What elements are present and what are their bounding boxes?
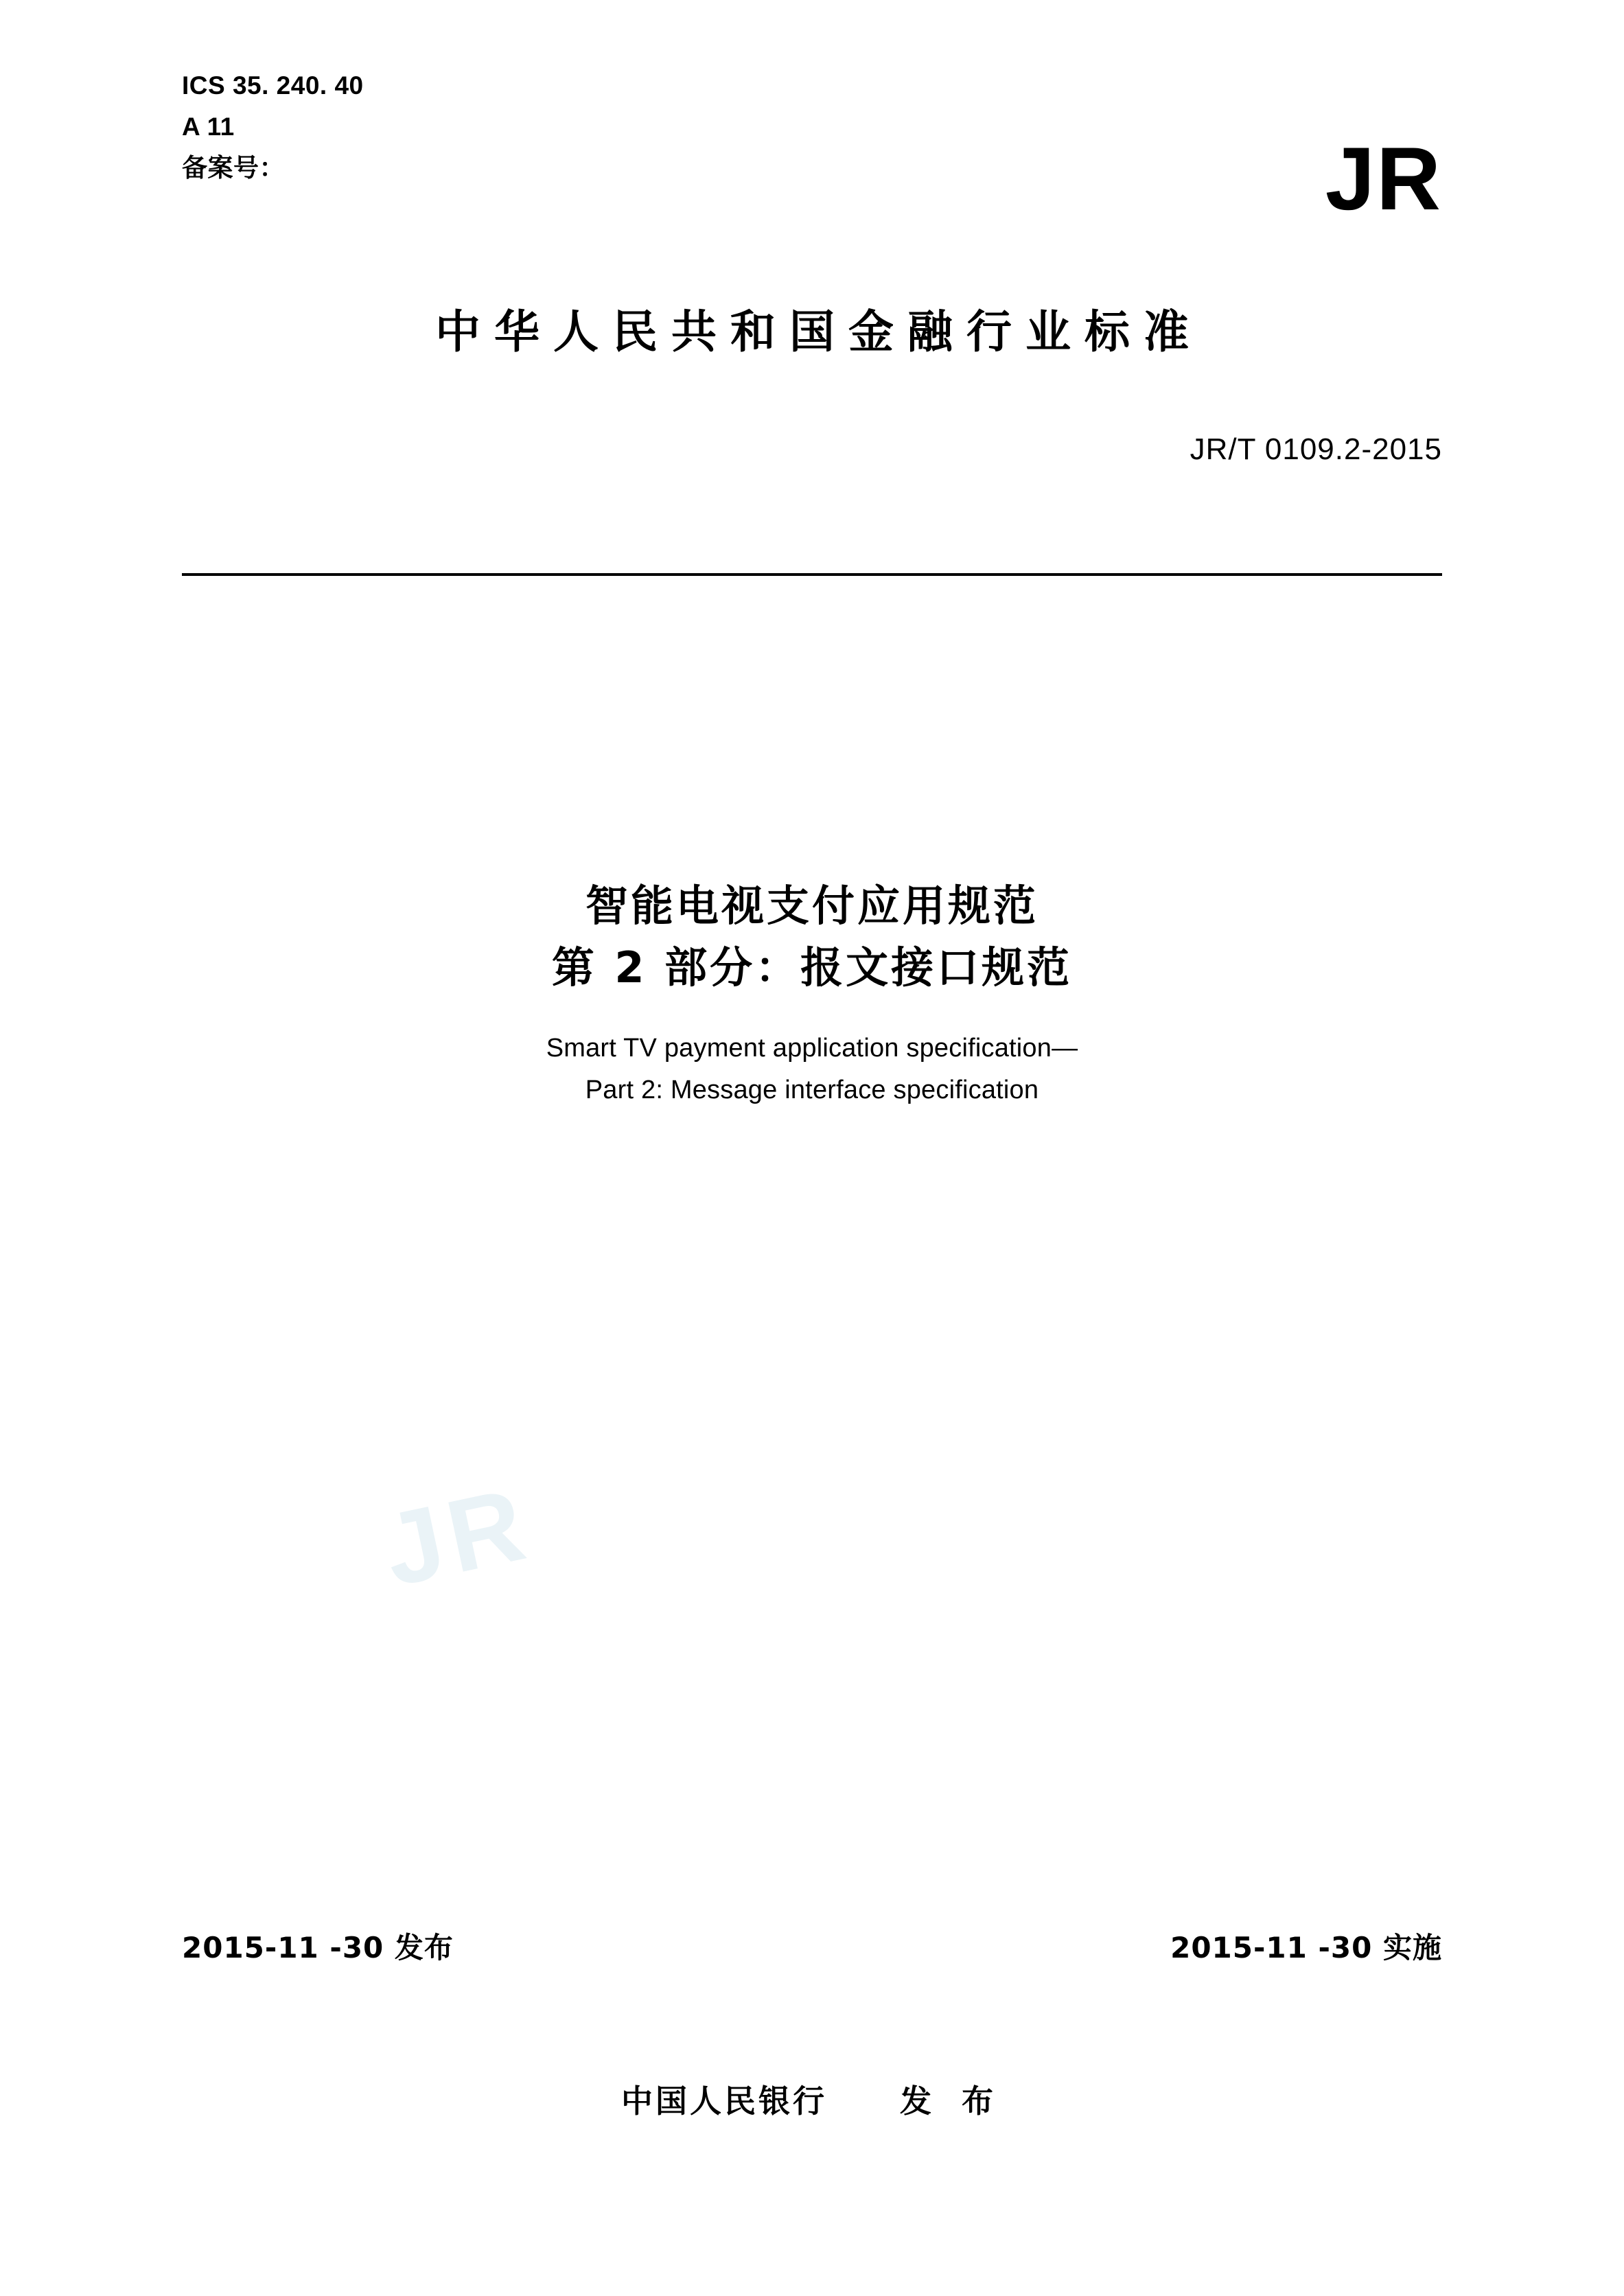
issue-date: 2015-11 -30 发布 — [182, 1931, 454, 1964]
standard-body-title: 中华人民共和国金融行业标准 — [435, 305, 1203, 358]
title-chinese-line-1: 智能电视支付应用规范 — [585, 881, 1039, 931]
implementation-date: 2015-11 -30 实施 — [1170, 1931, 1442, 1964]
ics-code: ICS 35. 240. 40 — [182, 71, 364, 100]
title-english-line-1: Smart TV payment application specification— — [546, 1033, 1078, 1063]
classification-code: A 11 — [182, 112, 235, 141]
record-number-label: 备案号： — [182, 153, 285, 182]
title-block — [0, 875, 1624, 1111]
header-divider — [182, 573, 1442, 576]
title-english-line-2: Part 2: Message interface specification — [585, 1075, 1039, 1104]
publisher-name: 中国人民银行 — [620, 2083, 827, 2120]
title-chinese-line-2: 第 2 部分：报文接口规范 — [551, 942, 1073, 993]
publish-label: 发 布 — [900, 2083, 1004, 2120]
jr-logo: JR — [1325, 128, 1442, 229]
standard-number: JR/T 0109.2-2015 — [1190, 432, 1442, 466]
date-row — [182, 1925, 1442, 1967]
background-watermark: JR — [374, 1465, 541, 1608]
publisher-line — [0, 2076, 1624, 2122]
header-metadata-block — [182, 65, 1442, 189]
